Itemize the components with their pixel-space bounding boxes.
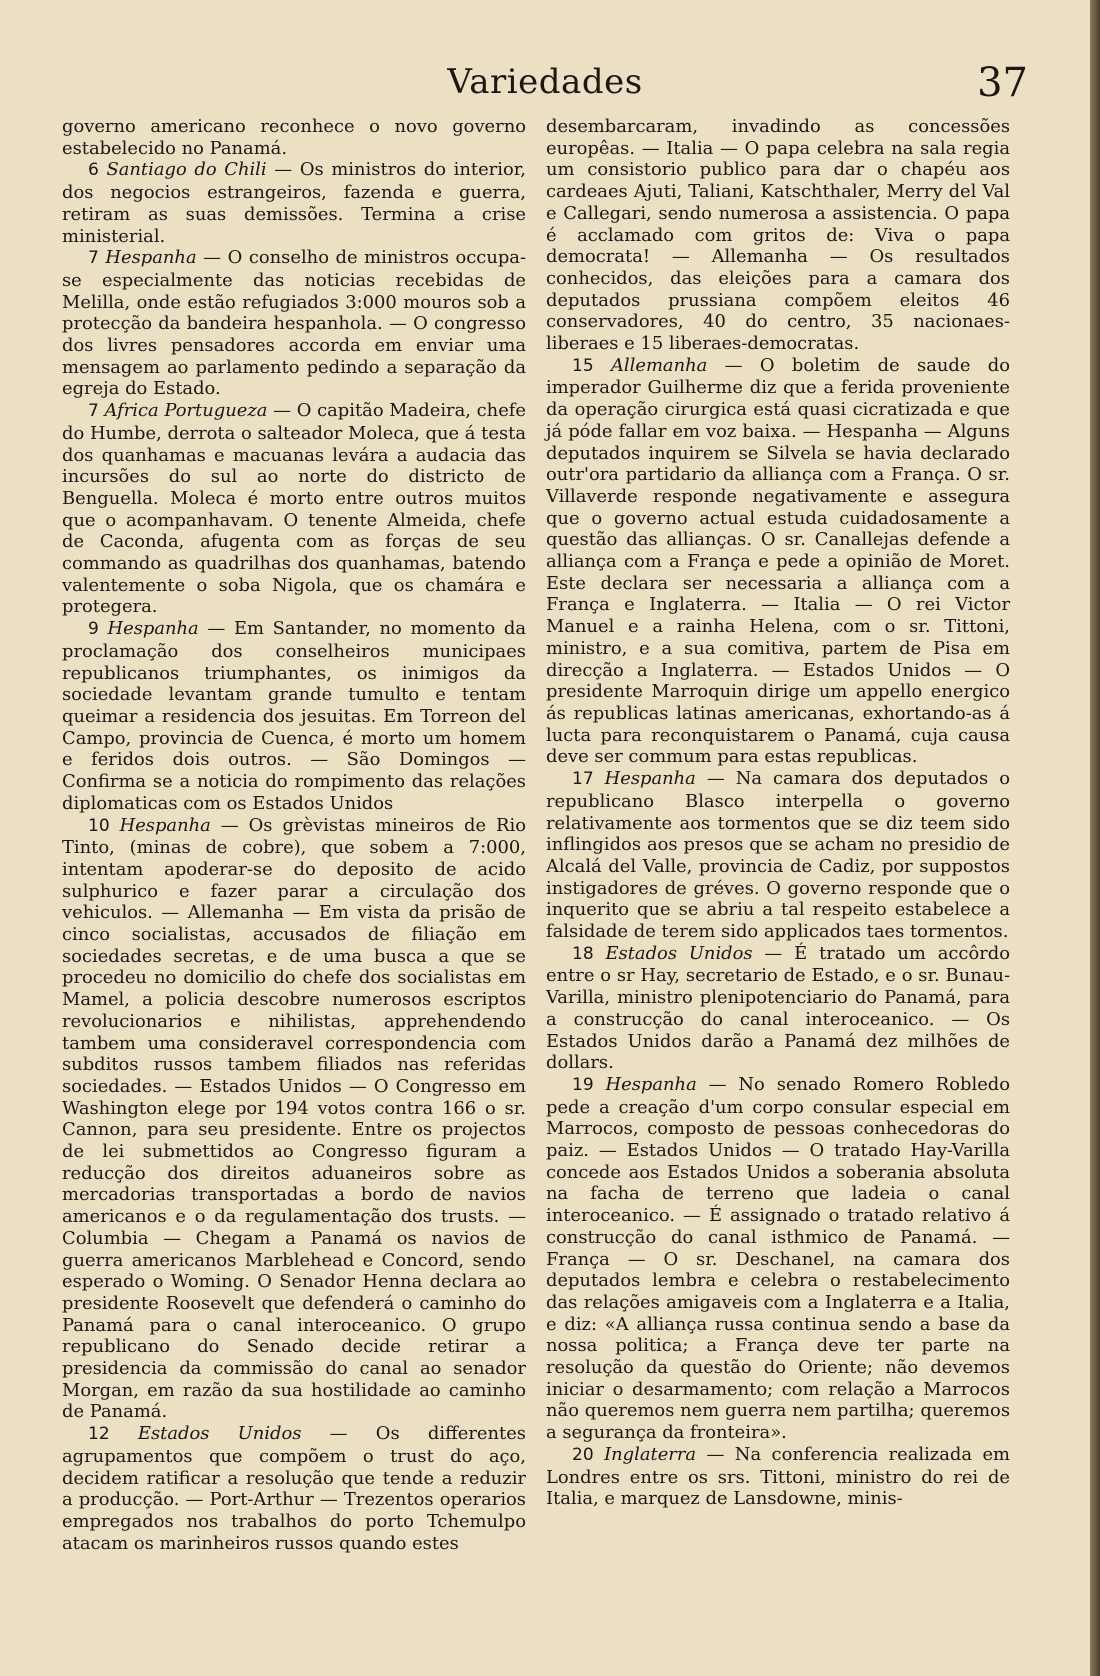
- page-edge-shadow: [1090, 0, 1100, 1676]
- chronicle-entry: [546, 1074, 1010, 1444]
- entry-text: — No senado Romero Robledo pede a creação d'um corpo consular especial em Marrocos, composto de pessoas conhecedoras do paiz. — Estados Unidos — O tratado Hay-Varilla concede aos Estados Unidos a soberania absoluta na facha de terreno que ladeia o canal interoceanico. — É assignado o tratado relativo á construcção do canal isthmico de Panamá. — França — O sr. Deschanel, na camara dos deputados lembra e celebra o restabelecimento das relações amigaveis com a Inglaterra e a Italia, e diz: «A alliança russa continua sendo a base da nossa politica; a França deve ter parte na resolução da questão do Oriente; não devemos iniciar o desarmamento; com relação a Marrocos não queremos nem guerra nem partilha; queremos a segurança da fronteira».: [546, 1073, 1010, 1444]
- entry-text: — Os grèvistas mineiros de Rio Tinto, (minas de cobre), que sobem a 7:000, intentam apoderar-se do deposito de acido sulphurico e fazer parar a circulação dos vehiculos. — Allemanha — Em vista da prisão de cinco socialistas, accusados de filiação em sociedades secretas, e de uma busca a que se procedeu no domicilio do chefe dos socialistas em Mamel, a policia descobre numerosos escriptos revolucionarios e nihilistas, apprehendendo tambem uma consideravel correspondencia com subditos russos tambem filiados nas referidas sociedades. — Estados Unidos — O Congresso em Washington elege por 194 votos contra 166 o sr. Cannon, para seu presidente. Entre os projectos de lei submettidos ao Congresso figuram a reducção dos direitos aduaneiros sobre as mercadorias transportadas a bordo de navios americanos e o da regulamentação dos trusts. — Columbia — Chegam a Panamá os navios de guerra americanos Marblehead e Concord, sendo esperado o Woming. O Senador Henna declara ao presidente Roosevelt que defenderá o caminho do Panamá para o canal interoceanico. O grupo republicano do Senado decide retirar a presidencia da commissão do canal ao senador Morgan, em razão da sua hostilidade ao caminho de Panamá.: [62, 814, 526, 1423]
- right-column: [546, 116, 1010, 1510]
- entry-text: governo americano reconhece o novo governo estabelecido no Panamá.: [62, 116, 526, 159]
- entry-text: — Na conferencia realizada em Londres entre os srs. Tittoni, ministro do rei de Italia, e marquez de Lansdowne, minis-: [546, 1443, 1010, 1510]
- entry-day: 6: [88, 160, 99, 181]
- entry-country: Estados Unidos: [137, 1423, 302, 1445]
- entry-day: 7: [88, 248, 99, 269]
- entry-country: Hespanha: [604, 768, 696, 790]
- entry-country: Hespanha: [107, 618, 199, 640]
- chronicle-entry: [62, 247, 526, 400]
- chronicle-entry: [546, 355, 1010, 768]
- entry-country: Hespanha: [105, 247, 197, 269]
- chronicle-entry: [62, 618, 526, 814]
- entry-day: 17: [572, 769, 594, 790]
- entry-country: Santiago do Chili: [106, 159, 267, 181]
- entry-day: 7: [88, 401, 99, 422]
- running-title: Variedades: [447, 62, 643, 102]
- entry-day: 9: [88, 619, 99, 640]
- entry-text: — Na camara dos deputados o republicano Blasco interpella o governo relativamente aos tormentos que se diz teem sido inflingidos aos presos que se acham no presidio de Alcalá del Valle, provincia de Cadiz, por suppostos instigadores de gréves. O governo responde que o inquerito que se abriu a tal respeito estabelece a falsidade de terem sido applicados taes tormentos.: [546, 768, 1010, 943]
- entry-country: Hespanha: [605, 1073, 697, 1095]
- chronicle-entry: [62, 815, 526, 1424]
- entry-day: 10: [88, 815, 110, 836]
- page-header: [0, 62, 1090, 112]
- page-number: 37: [977, 60, 1028, 106]
- chronicle-entry: [62, 159, 526, 247]
- entry-text: — O boletim de saude do imperador Guilherme diz que a ferida proveniente da operação cirurgica está quasi cicratizada e que já póde fallar em voz baixa. — Hespanha — Alguns deputados inquirem se Silvela se havia declarado outr'ora partidario da alliança com a França. O sr. Villaverde responde negativamente e assegura que o governo actual estuda cuidadosamente a questão das allianças. O sr. Canallejas defende a alliança com a França e pede a opinião de Moret. Este declara ser necessaria a alliança com a França e Inglaterra. — Italia — O rei Victor Manuel e a rainha Helena, com o sr. Tittoni, ministro, e a sua comitiva, partem de Pisa em direcção a Inglaterra. — Estados Unidos — O presidente Marroquin dirige um appello energico ás republicas latinas americanas, exhortando-as á lucta para reconquistarem o Panamá, cuja causa deve ser commum para estas republicas.: [546, 354, 1011, 768]
- chronicle-entry: [62, 1423, 526, 1554]
- entry-text: — Os ministros do interior, dos negocios estrangeiros, fazenda e guerra, retiram as suas demissões. Termina a crise ministerial.: [62, 159, 526, 247]
- entry-text: — Os differentes agrupamentos que compõem o trust do aço, decidem ratificar a resolução que tende a reduzir a producção. — Port-Arthur — Trezentos operarios empregados nos trabalhos do porto Tchemulpo atacam os marinheiros russos quando estes: [62, 1423, 526, 1554]
- entry-day: 19: [572, 1074, 594, 1095]
- entry-country: Africa Portugueza: [104, 400, 268, 422]
- continued-paragraph: [546, 116, 1010, 355]
- entry-country: Inglaterra: [604, 1443, 697, 1465]
- entry-day: 15: [572, 355, 594, 376]
- entry-day: 18: [572, 943, 594, 964]
- left-column: [62, 116, 526, 1554]
- entry-day: 20: [572, 1444, 594, 1465]
- chronicle-entry: [546, 1444, 1010, 1510]
- entry-day: 12: [88, 1424, 110, 1445]
- entry-country: Estados Unidos: [605, 942, 753, 964]
- chronicle-entry: [62, 400, 526, 618]
- entry-text: desembarcaram, invadindo as concessões europêas. — Italia — O papa celebra na sala regia um consistorio publico para dar o chapéu aos cardeaes Ajuti, Taliani, Katschthaler, Merry del Val e Callegari, sendo numerosa a assistencia. O papa é acclamado com gritos de: Viva o papa democrata! — Allemanha — Os resultados conhecidos, das eleições para a camara dos deputados prussiana compõem eleitos 46 conservadores, 40 do centro, 35 nacionaes-liberaes e 15 liberaes-democratas.: [546, 116, 1010, 355]
- entry-country: Allemanha: [611, 354, 708, 376]
- entry-text: — Em Santander, no momento da proclamação dos conselheiros municipaes republicanos triumphantes, os inimigos da sociedade levantam grande tumulto e tentam queimar a residencia dos jesuitas. Em Torreon del Campo, provincia de Cuenca, é morto um homem e feridos dois outros. — São Domingos — Confirma se a noticia do rompimento das relações diplomaticas com os Estados Unidos: [62, 618, 527, 814]
- entry-country: Hespanha: [119, 814, 211, 836]
- chronicle-entry: [546, 943, 1010, 1074]
- continued-paragraph: [62, 116, 526, 159]
- entry-text: — O capitão Madeira, chefe do Humbe, derrota o salteador Moleca, que á testa dos quanhamas e macuanas levára a audacia das incursões do sul ao norte do districto de Benguella. Moleca é morto entre outros muitos que o acompanhavam. O tenente Almeida, chefe de Caconda, afugenta com as forças de seu commando as quadrilhas dos quanhamas, batendo valentemente o soba Nigola, que os chamára e protegera.: [62, 400, 526, 618]
- chronicle-entry: [546, 768, 1010, 943]
- entry-text: — O conselho de ministros occupa-se especialmente das noticias recebidas de Melilla, onde estão refugiados 3:000 mouros sob a protecção da bandeira hespanhola. — O congresso dos livres pensadores accorda em enviar uma mensagem ao parlamento pedindo a separação da egreja do Estado.: [62, 247, 527, 400]
- entry-text: — É tratado um accôrdo entre o sr Hay, secretario de Estado, e o sr. Bunau-Varilla, ministro plenipotenciario do Panamá, para a construcção do canal interoceanico. — Os Estados Unidos darão a Panamá dez milhões de dollars.: [546, 942, 1010, 1074]
